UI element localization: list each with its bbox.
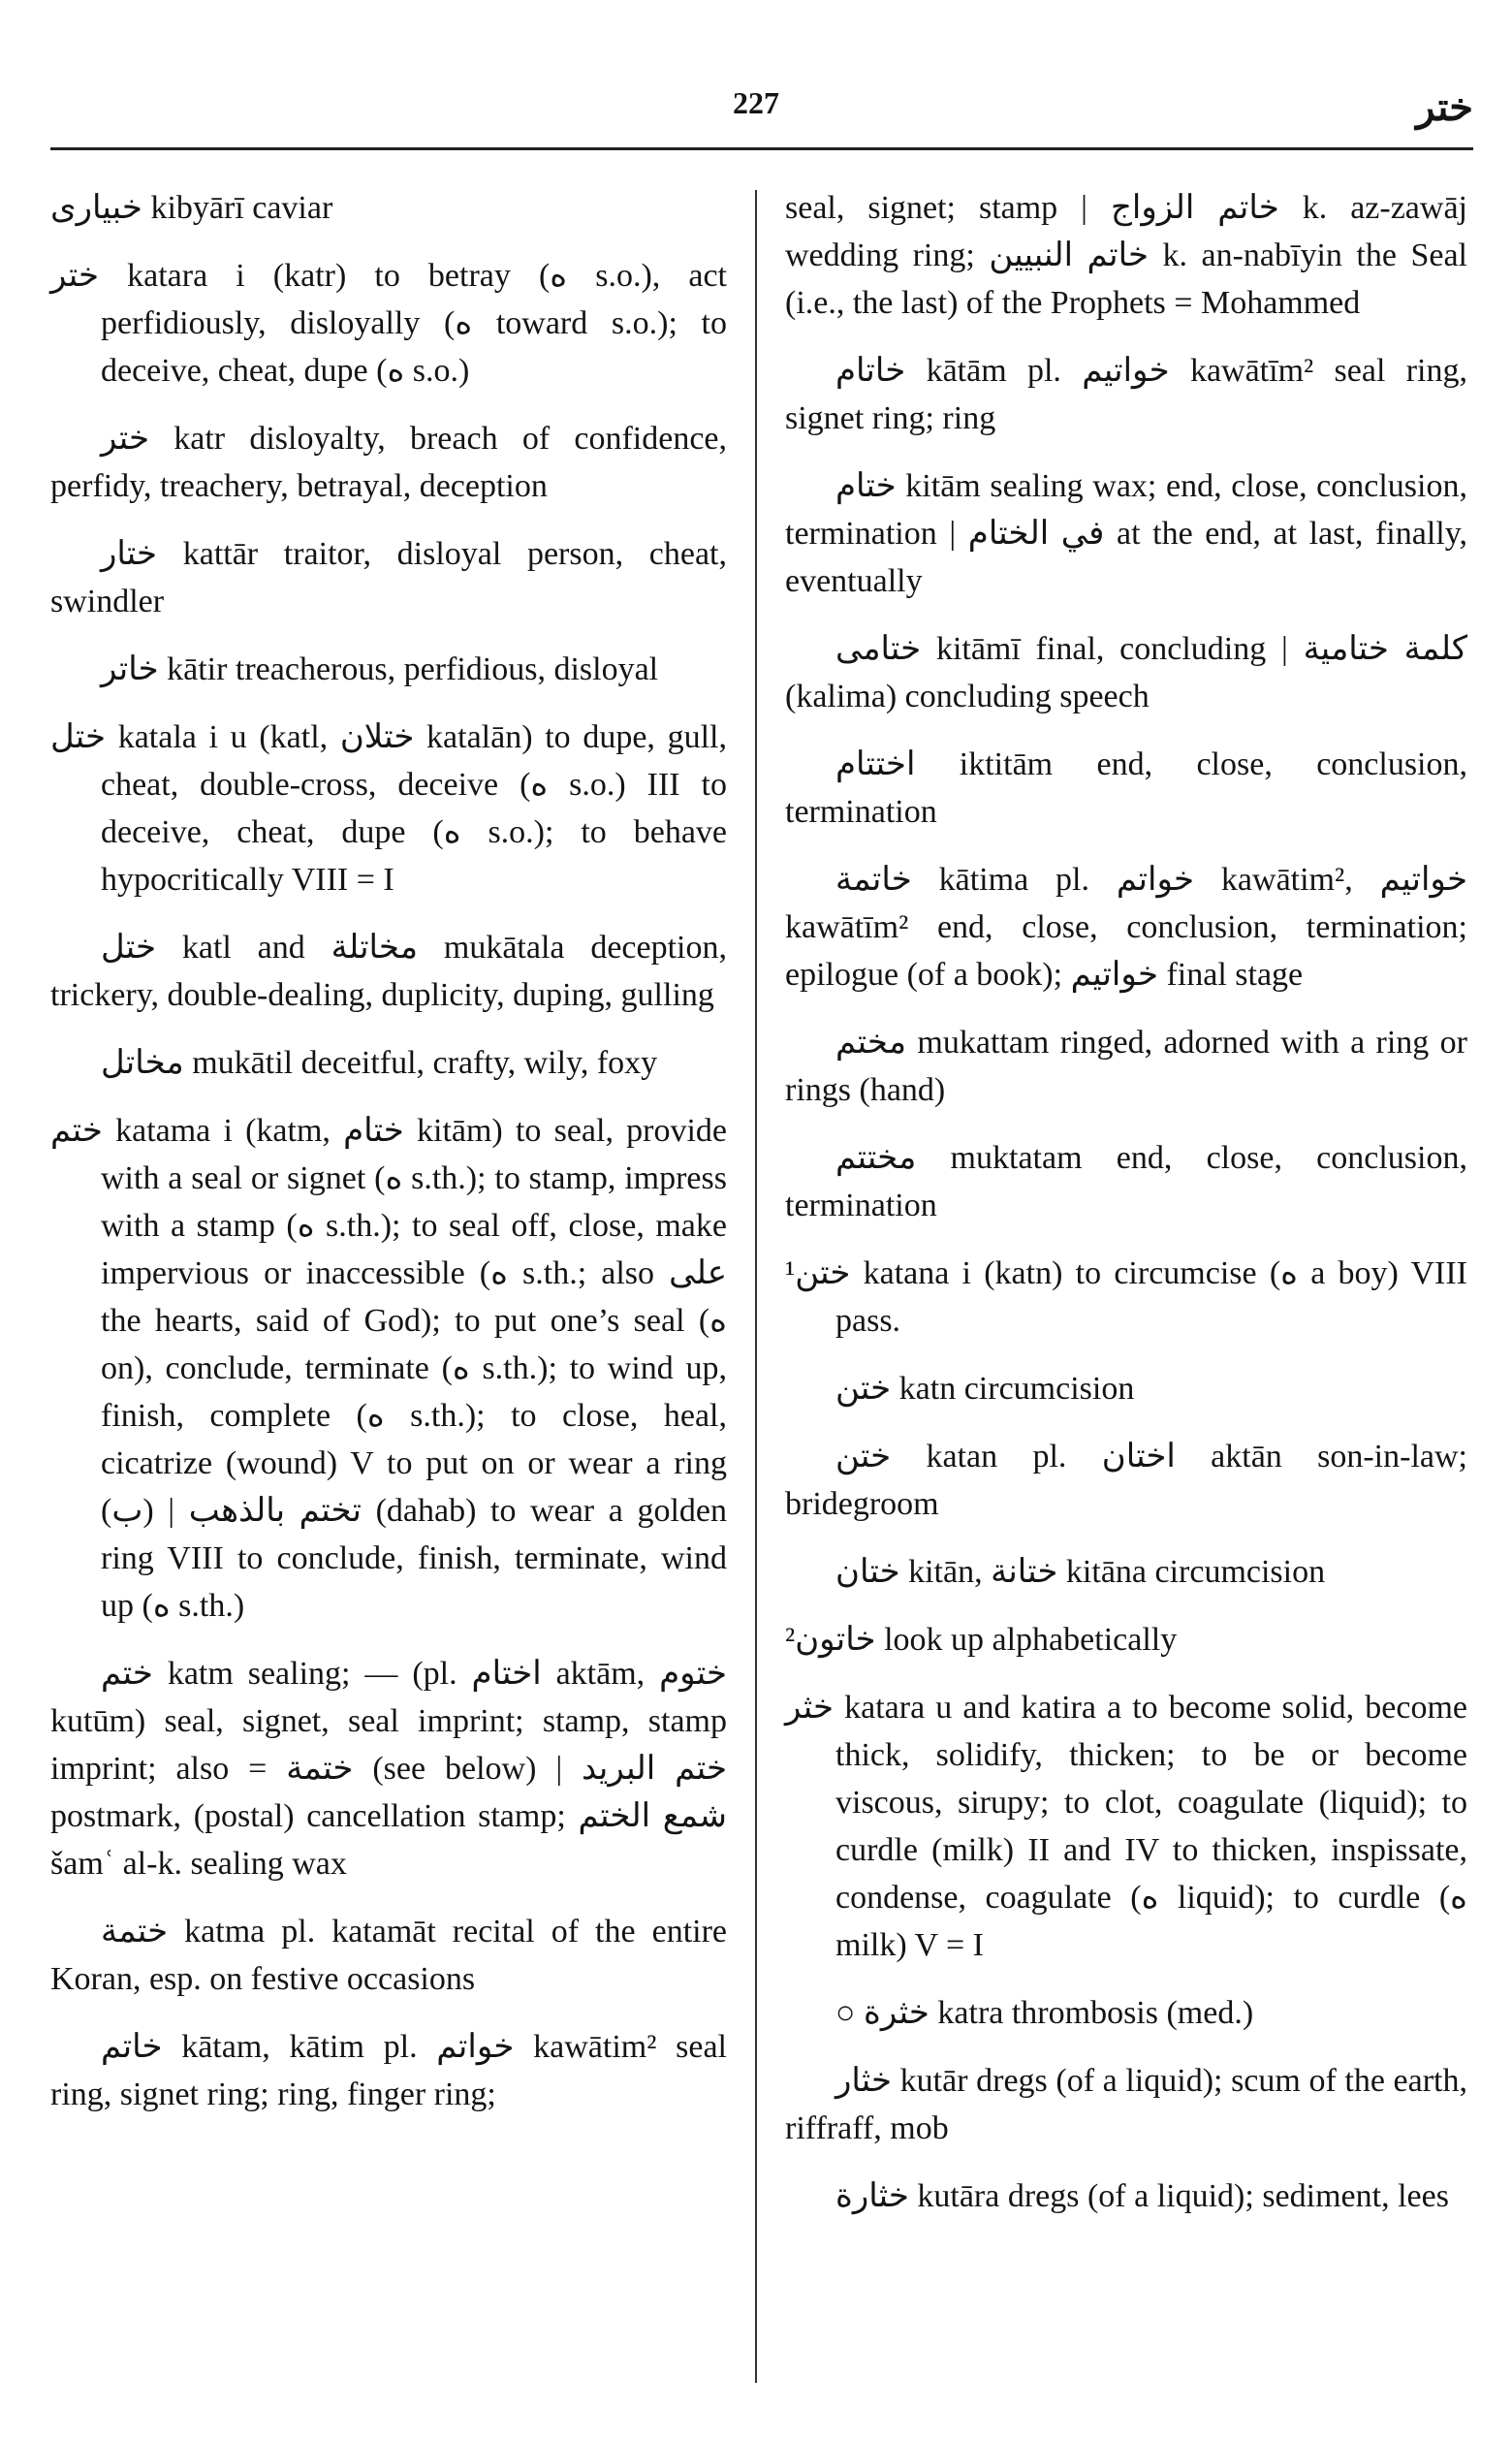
page-number: 227	[733, 85, 779, 120]
dictionary-subentry: ختام kitām sealing wax; end, close, conclusion, termination | في الختام at the end, at last, finally, eventually	[785, 468, 1467, 599]
dictionary-subentry: خثار kutār dregs (of a liquid); scum of the earth, riffraff, mob	[785, 2063, 1467, 2146]
column-divider	[755, 190, 757, 2383]
dictionary-subentry: اختتام iktitām end, close, conclusion, termination	[785, 746, 1467, 830]
dictionary-subentry: خاتر kātir treacherous, perfidious, disloyal	[101, 651, 659, 687]
dictionary-entry: خثر katara u and katira a to become solid, become thick, solidify, thicken; to be or become viscous, sirupy; to clot, coagulate (liquid); to curdle (milk) II and IV to thicken, inspissate, condense, coagulate (ه liquid); to curdle (ه milk) V = I	[785, 1690, 1467, 1963]
dictionary-subentry: خاتمة kātima pl. خواتم kawātim², خواتيم kawātīm² end, close, conclusion, termination; epilogue (of a book); خواتيم final stage	[785, 862, 1467, 993]
dictionary-subentry: خثارة kutāra dregs (of a liquid); sediment, lees	[835, 2178, 1449, 2214]
dictionary-entry: ختل katala i u (katl, ختلان katalān) to dupe, gull, cheat, double-cross, deceive (ه s.o.) III to deceive, cheat, dupe (ه s.o.); to behave hypocritically VIII = I	[50, 719, 728, 898]
dictionary-subentry: ختن katn circumcision	[835, 1371, 1135, 1407]
dictionary-entry-continuation: seal, signet; stamp | خاتم الزواج k. az-zawāj wedding ring; خاتم النبيين k. an-nabīyin the Seal (i.e., the last) of the Prophets = Mohammed	[785, 190, 1467, 321]
dictionary-entry: ²خاتون look up alphabetically	[785, 1622, 1178, 1658]
dictionary-subentry: ختن katan pl. اختان aktān son-in-law; bridegroom	[785, 1439, 1467, 1522]
dictionary-subentry: مختتم muktatam end, close, conclusion, termination	[785, 1140, 1467, 1223]
dictionary-subentry: ختامى kitāmī final, concluding | كلمة ختامية (kalima) concluding speech	[785, 631, 1468, 714]
dictionary-subentry: ختان kitān, ختانة kitāna circumcision	[835, 1554, 1326, 1590]
running-head-word: ختر	[1416, 85, 1473, 129]
dictionary-subentry: ختل katl and مخاتلة mukātala deception, trickery, double-dealing, duplicity, duping, gulling	[50, 930, 727, 1013]
dictionary-subentry: ○ خثرة katra thrombosis (med.)	[835, 1995, 1254, 2031]
dictionary-subentry: مخاتل mukātil deceitful, crafty, wily, foxy	[101, 1045, 658, 1081]
left-column	[50, 184, 727, 2139]
dictionary-entry: ختم katama i (katm, ختام kitām) to seal, provide with a seal or signet (ه s.th.); to stamp, impress with a stamp (ه s.th.); to seal off, close, make impervious or inaccessible (ه s.th.; also على the hearts, said of God); to put one’s seal (ه on), conclude, terminate (ه s.th.); to wind up, finish, complete (ه s.th.); to close, heal, cicatrize (wound) V to put on or wear a ring (ب) | تختم بالذهب (dahab) to wear a golden ring VIII to conclude, finish, terminate, wind up (ه s.th.)	[50, 1113, 727, 1624]
dictionary-subentry: مختم mukattam ringed, adorned with a ring or rings (hand)	[785, 1025, 1467, 1108]
header-rule	[50, 147, 1473, 150]
dictionary-entry: خبيارى kibyārī caviar	[50, 190, 333, 226]
dictionary-entry: ¹ختن katana i (katn) to circumcise (ه a boy) VIII pass.	[785, 1255, 1468, 1339]
dictionary-subentry: خاتام kātām pl. خواتيم kawātīm² seal ring, signet ring; ring	[785, 353, 1467, 436]
right-column	[785, 184, 1467, 2240]
dictionary-subentry: ختمة katma pl. katamāt recital of the entire Koran, esp. on festive occasions	[50, 1914, 727, 1997]
dictionary-subentry: خاتم kātam, kātim pl. خواتم kawātim² seal ring, signet ring; ring, finger ring;	[50, 2029, 727, 2112]
dictionary-subentry: ختار kattār traitor, disloyal person, cheat, swindler	[50, 536, 727, 619]
dictionary-entry: ختر katara i (katr) to betray (ه s.o.), act perfidiously, disloyally (ه toward s.o.); to deceive, cheat, dupe (ه s.o.)	[50, 258, 727, 389]
dictionary-subentry: ختر katr disloyalty, breach of confidence, perfidy, treachery, betrayal, deception	[50, 421, 727, 504]
dictionary-subentry: ختم katm sealing; — (pl. اختام aktām, ختوم kutūm) seal, signet, seal imprint; stamp, stamp imprint; also = ختمة (see below) | ختم البريد postmark, (postal) cancellation stamp; شمع الختم šamʿ al-k. sealing wax	[50, 1656, 728, 1882]
